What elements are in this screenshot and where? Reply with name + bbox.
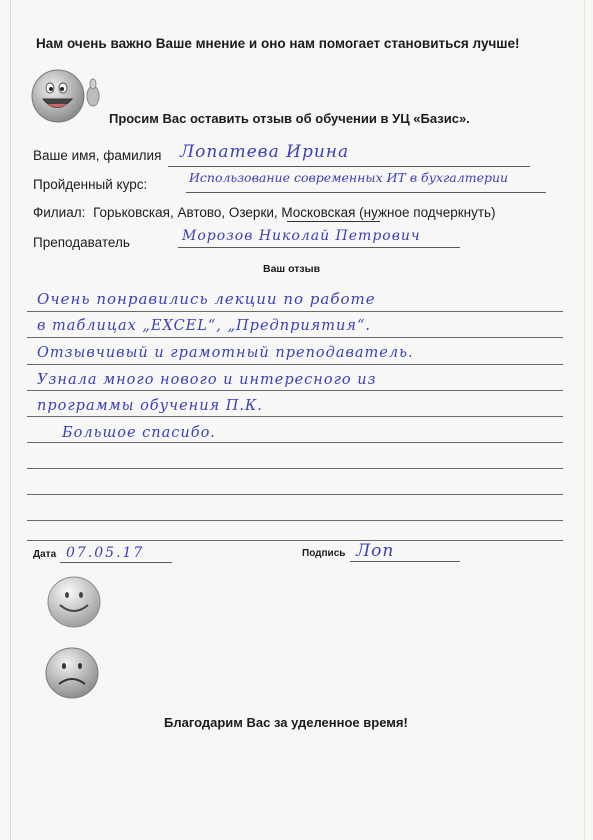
- request-heading: Просим Вас оставить отзыв об обучении в УЦ «Базис».: [109, 111, 470, 126]
- review-line-5[interactable]: программы обучения П.К.: [37, 398, 263, 414]
- signature-label: Подпись: [302, 548, 346, 559]
- smiley-thumbs-up-icon: [30, 66, 102, 126]
- branch-label: Филиал:: [33, 205, 86, 220]
- review-rule: [27, 416, 563, 417]
- review-line-1[interactable]: Очень понравились лекции по работе: [37, 290, 376, 308]
- course-underline: [186, 192, 546, 193]
- review-rule: [27, 494, 563, 495]
- teacher-underline: [178, 247, 460, 248]
- review-line-6[interactable]: Большое спасибо.: [62, 425, 216, 441]
- name-label: Ваше имя, фамилия: [33, 148, 162, 163]
- branch-line: [33, 205, 496, 220]
- review-line-3[interactable]: Отзывчивый и грамотный преподаватель.: [37, 345, 414, 361]
- branch-moskovskaya-underline: [287, 221, 380, 222]
- review-rule: [27, 442, 563, 443]
- smiley-sad-icon[interactable]: [42, 645, 102, 701]
- branch-hint: (нужное подчеркнуть): [359, 205, 496, 220]
- date-value[interactable]: 07.05.17: [66, 545, 145, 561]
- smiley-happy-icon[interactable]: [44, 574, 104, 630]
- signature-underline: [350, 561, 460, 562]
- slogan: Нам очень важно Ваше мнение и оно нам помогает становиться лучше!: [36, 36, 520, 51]
- name-value[interactable]: Лопатева Ирина: [180, 142, 350, 162]
- review-rule: [27, 311, 563, 312]
- branch-options[interactable]: Горьковская, Автово, Озерки, Московская: [93, 205, 356, 220]
- name-underline: [168, 166, 530, 167]
- review-rule: [27, 337, 563, 338]
- signature-value[interactable]: Лоп: [356, 541, 395, 561]
- review-line-2[interactable]: в таблицах „EXCEL“, „Предприятия“.: [37, 318, 371, 334]
- course-label: Пройденный курс:: [33, 177, 148, 192]
- review-rule: [27, 540, 563, 541]
- page-edge-right: [584, 0, 585, 840]
- date-label: Дата: [33, 549, 57, 560]
- course-value[interactable]: Использование современных ИТ в бухгалтерии: [189, 170, 509, 185]
- date-underline: [60, 562, 172, 563]
- teacher-label: Преподаватель: [33, 235, 130, 250]
- review-rule: [27, 468, 563, 469]
- review-line-4[interactable]: Узнала много нового и интересного из: [37, 372, 377, 388]
- review-heading: Ваш отзыв: [263, 263, 321, 275]
- page-edge-left: [10, 0, 11, 840]
- review-rule: [27, 364, 563, 365]
- teacher-value[interactable]: Морозов Николай Петрович: [182, 228, 421, 244]
- thanks-text: Благодарим Вас за уделенное время!: [164, 715, 408, 730]
- review-rule: [27, 520, 563, 521]
- review-rule: [27, 390, 563, 391]
